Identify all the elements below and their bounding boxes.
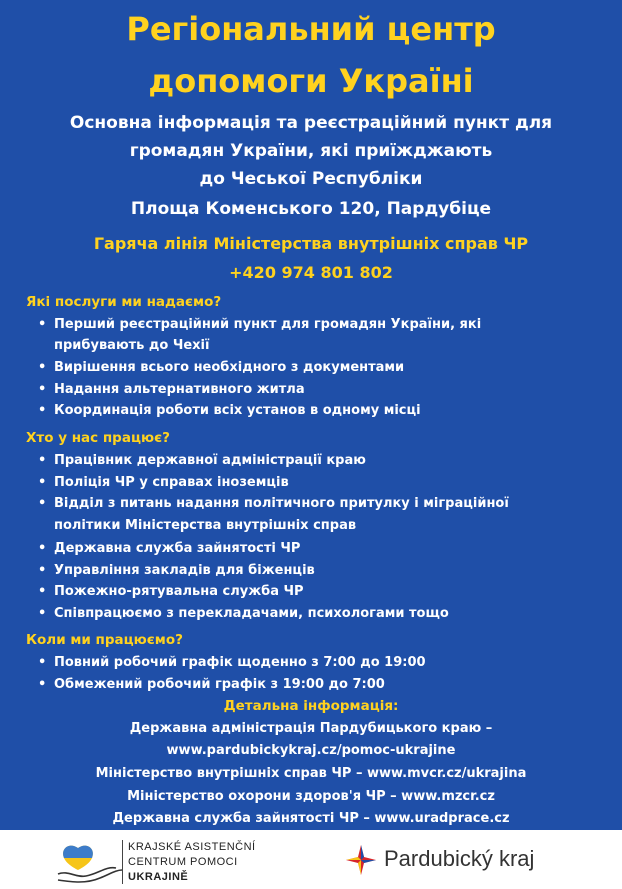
list-item-continuation: прибувають до Чехії bbox=[54, 338, 210, 353]
subtitle-line-3: до Чеської Республіки bbox=[199, 169, 423, 189]
services-list-cont bbox=[38, 357, 421, 422]
list-item: • Координація роботи всіх установ в одному місці bbox=[38, 400, 421, 422]
staff-list-cont bbox=[38, 538, 449, 624]
subtitle-line-2: громадян України, які приїжджають bbox=[129, 141, 493, 161]
title-line-1: Регіональний центр bbox=[126, 10, 496, 48]
list-item: • Надання альтернативного житла bbox=[38, 379, 421, 401]
subtitle-line-1: Основна інформація та реєстраційний пункт для bbox=[69, 113, 553, 133]
pardubicky-kraj-wordmark: Pardubický kraj bbox=[384, 846, 535, 871]
list-item: • Державна служба зайнятості ЧР bbox=[38, 538, 449, 560]
services-list bbox=[38, 314, 481, 336]
footer bbox=[0, 830, 622, 889]
list-item: • Повний робочий графік щоденно з 7:00 до 19:00 bbox=[38, 652, 426, 674]
title-line-2: допомоги Україні bbox=[148, 62, 474, 100]
detail-line: www.pardubickykraj.cz/pomoc-ukrajine bbox=[166, 743, 456, 758]
kac-line-3: UKRAJINĚ bbox=[128, 871, 189, 883]
list-item-continuation: політики Міністерства внутрішніх справ bbox=[54, 518, 357, 533]
list-item: • Управління закладів для біженців bbox=[38, 560, 449, 582]
list-item: • Поліція ЧР у справах іноземців bbox=[38, 472, 509, 494]
services-heading: Які послуги ми надаємо? bbox=[26, 294, 222, 310]
staff-heading: Хто у нас працює? bbox=[26, 430, 170, 446]
kac-line-2: CENTRUM POMOCI bbox=[128, 856, 238, 868]
list-item: • Обмежений робочий графік з 19:00 до 7:00 bbox=[38, 674, 426, 696]
list-item: • Відділ з питань надання політичного притулку і міграційної bbox=[38, 493, 509, 515]
list-item: • Вирішення всього необхідного з документами bbox=[38, 357, 421, 379]
detail-line: Державна служба зайнятості ЧР – www.uradprace.cz bbox=[112, 811, 510, 826]
list-item: • Працівник державної адміністрації краю bbox=[38, 450, 509, 472]
hotline-phone: +420 974 801 802 bbox=[229, 263, 393, 282]
list-item: • Співпрацюємо з перекладачами, психологами тощо bbox=[38, 603, 449, 625]
list-item: • Пожежно-рятувальна служба ЧР bbox=[38, 581, 449, 603]
hours-list bbox=[38, 652, 426, 695]
hotline-label: Гаряча лінія Міністерства внутрішніх справ ЧР bbox=[93, 234, 529, 253]
staff-list bbox=[38, 450, 509, 515]
list-item: • Перший реєстраційний пункт для громадян України, які bbox=[38, 314, 481, 336]
pardubicky-kraj-emblem-icon bbox=[345, 844, 377, 876]
detail-line: Міністерство внутрішніх справ ЧР – www.mvcr.cz/ukrajina bbox=[95, 766, 527, 781]
hours-heading: Коли ми працюємо? bbox=[26, 632, 183, 648]
detail-line: Державна адміністрація Пардубицького краю – bbox=[129, 721, 493, 736]
detail-line: Міністерство охорони здоров'я ЧР – www.mzcr.cz bbox=[127, 789, 495, 804]
address: Площа Коменського 120, Пардубіце bbox=[130, 199, 492, 219]
kac-wordmark bbox=[128, 840, 256, 885]
footer-divider bbox=[122, 840, 123, 884]
kac-line-1: KRAJSKÉ ASISTENČNÍ bbox=[128, 841, 256, 853]
details-heading: Детальна інформація: bbox=[223, 698, 399, 714]
